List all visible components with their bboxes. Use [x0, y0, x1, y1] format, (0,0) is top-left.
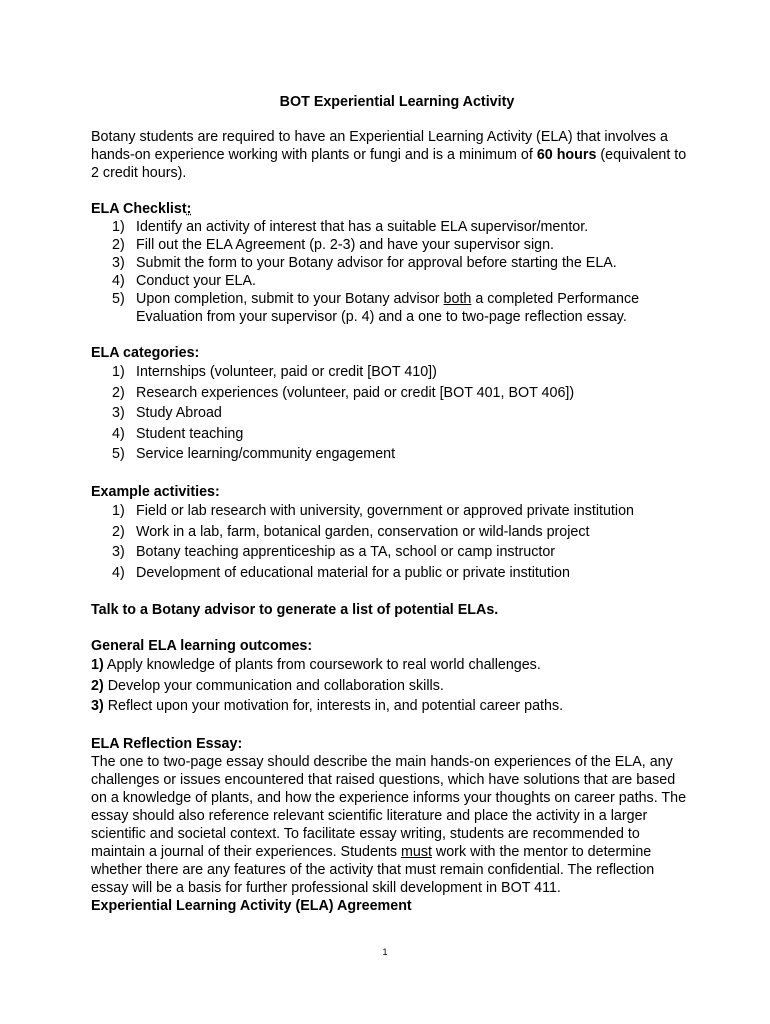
page-title: BOT Experiential Learning Activity: [279, 94, 515, 110]
list-item: 2) Fill out the ELA Agreement (p. 2-3) and have your supervisor sign.: [112, 237, 555, 253]
outcome-item: 1) Apply knowledge of plants from coursework to real world challenges.: [91, 657, 541, 674]
list-item: 1) Identify an activity of interest that has a suitable ELA supervisor/mentor.: [112, 219, 589, 235]
document-body: [91, 92, 691, 915]
outcomes-heading: General ELA learning outcomes:: [91, 638, 313, 655]
list-item: 1) Field or lab research with university, government or approved private institution: [112, 502, 634, 519]
essay-paragraph: The one to two-page essay should describe the main hands-on experiences of the ELA, any challenges or issues encountered that raised questions, which have solutions that are based on a knowledge of plants, and how the experience informs your thoughts on career paths. The essay should also reference relevant scientific literature and place the activity in a larger scientific and societal context. To facilitate essay writing, students are recommended to maintain a journal of their experiences. Students must work with the mentor to determine whether there are any features of the activity that must remain confidential. The reflection essay will be a basis for further professional skill development in BOT 411.: [91, 753, 687, 897]
examples-list: [91, 501, 691, 583]
outcome-item: 2) Develop your communication and collaboration skills.: [91, 677, 444, 694]
categories-list: [91, 362, 691, 465]
intro-text-after: (equivalent to 2 credit hours).: [91, 147, 687, 181]
list-item: 3) Study Abroad: [112, 405, 222, 422]
list-item: 1) Internships (volunteer, paid or credit [BOT 410]): [112, 364, 437, 380]
list-item: 2) Research experiences (volunteer, paid or credit [BOT 401, BOT 406]): [112, 384, 575, 401]
categories-heading: ELA categories:: [91, 345, 200, 361]
examples-heading: Example activities:: [91, 483, 220, 500]
agreement-heading: Experiential Learning Activity (ELA) Agreement: [91, 898, 412, 915]
outcome-item: 3) Reflect upon your motivation for, interests in, and potential career paths.: [91, 698, 564, 715]
checklist-heading: ELA Checklist:: [91, 201, 192, 217]
list-item: 5) Upon completion, submit to your Botany advisor both a completed Performance Evaluation from your supervisor (p. 4) and a one to two-page reflection essay.: [112, 291, 640, 325]
list-item: 3) Botany teaching apprenticeship as a TA, school or camp instructor: [112, 544, 556, 561]
page-number: 1: [382, 947, 388, 957]
list-item: 4) Conduct your ELA.: [112, 273, 257, 289]
intro-bold-hours: 60 hours: [536, 147, 597, 163]
list-item: 4) Student teaching: [112, 425, 244, 442]
checklist-list: [91, 218, 691, 326]
list-item: 4) Development of educational material for a public or private institution: [112, 564, 570, 581]
list-item: 3) Submit the form to your Botany advisor for approval before starting the ELA.: [112, 255, 617, 271]
essay-heading: ELA Reflection Essay:: [91, 735, 243, 752]
talk-to-advisor: Talk to a Botany advisor to generate a list of potential ELAs.: [91, 602, 499, 619]
intro-text-before: Botany students are required to have an Experiential Learning Activity (ELA) that involves a hands-on experience working with plants or fungi and is a minimum of: [91, 129, 668, 163]
list-item: 5) Service learning/community engagement: [112, 446, 396, 463]
list-item: 2) Work in a lab, farm, botanical garden, conservation or wild-lands project: [112, 523, 590, 540]
intro-paragraph: [91, 128, 691, 182]
